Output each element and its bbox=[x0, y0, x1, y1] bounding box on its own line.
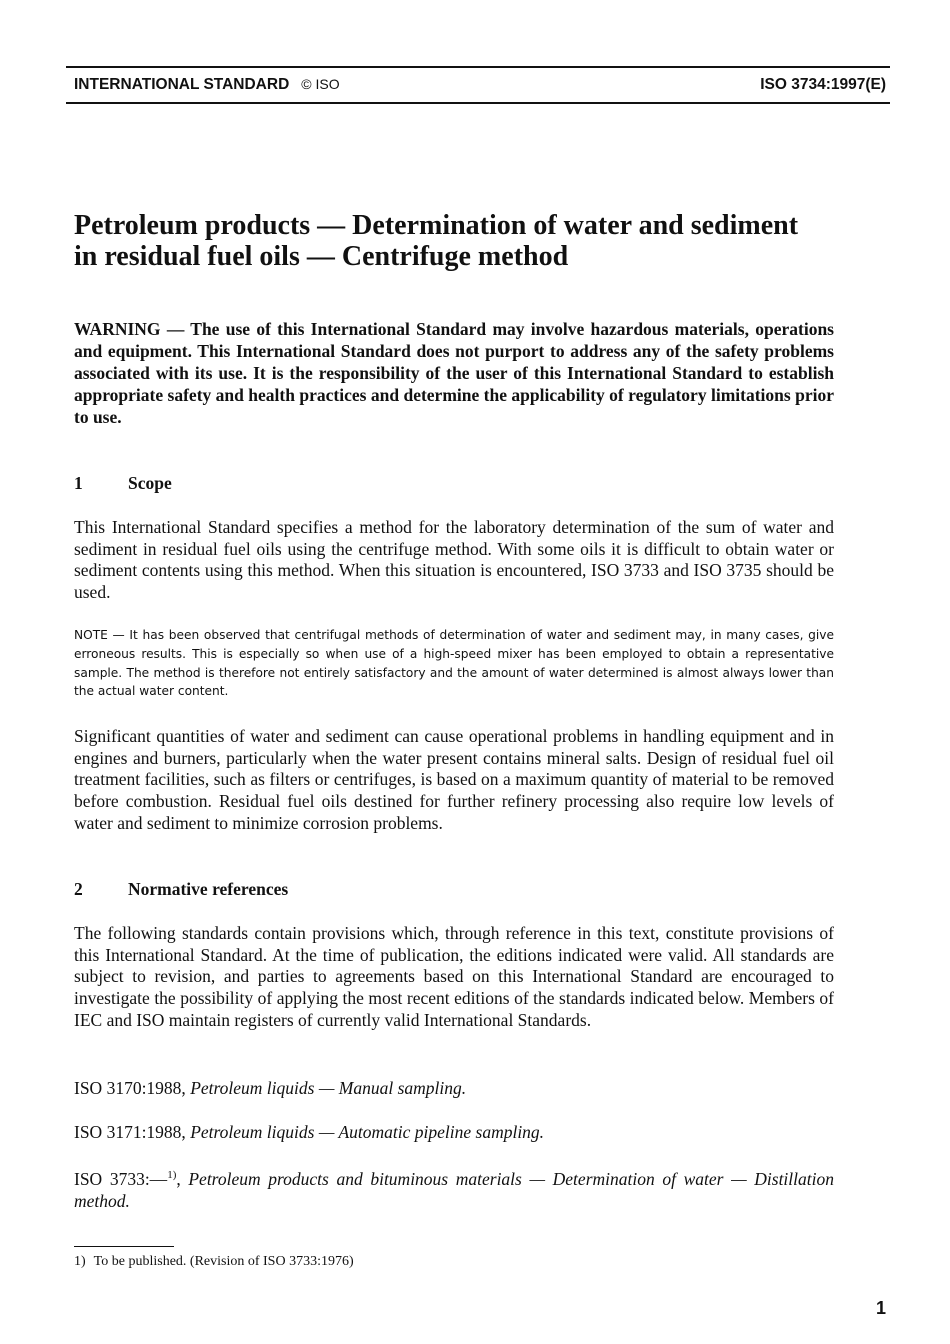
reference-code: ISO 3171:1988, bbox=[74, 1122, 191, 1142]
header-left bbox=[74, 76, 340, 94]
footnote-rule bbox=[74, 1246, 174, 1247]
header-bottom-rule bbox=[66, 102, 890, 104]
page-header bbox=[74, 76, 886, 96]
reference-code: ISO 3170:1988, bbox=[74, 1078, 191, 1098]
document-title bbox=[74, 210, 874, 272]
reference-title: Petroleum liquids — Manual sampling. bbox=[190, 1078, 467, 1098]
footnote-marker[interactable]: 1) bbox=[167, 1169, 177, 1181]
reference-iso-3171 bbox=[74, 1121, 834, 1143]
document-id: ISO 3734:1997(E) bbox=[760, 76, 886, 93]
reference-code: ISO 3733:— bbox=[74, 1169, 168, 1189]
title-line-2: in residual fuel oils — Centrifuge method bbox=[74, 241, 569, 272]
references-intro-paragraph: The following standards contain provisions which, through reference in this text, constitute provisions of this International Standard. At the time of publication, the editions indicated were valid. All standards are subject to revision, and parties to agreements based on this International Standard are encouraged to investigate the possibility of applying the most recent editions of the standards indicated below. Members of IEC and ISO maintain registers of currently valid International Standards. bbox=[74, 923, 834, 1030]
warning-paragraph: WARNING — The use of this International Standard may involve hazardous materials, operations and equipment. This International Standard does not purport to address any of the safety problems associated with its use. It is the responsibility of the user of this International Standard to establish appropriate safety and health practices and determine the applicability of regulatory limitations prior to use. bbox=[74, 319, 834, 427]
scope-paragraph-2: Significant quantities of water and sediment can cause operational problems in handling equipment and in engines and burners, particularly when the water present contains mineral salts. Design of residual fuel oil treatment facilities, such as filters or centrifuges, is based on a maximum quantity of material to be removed before combustion. Residual fuel oils destined for further refinery processing also require low levels of water and sediment to minimize corrosion problems. bbox=[74, 726, 834, 833]
reference-title: Petroleum liquids — Automatic pipeline sampling. bbox=[190, 1122, 545, 1142]
scope-note: NOTE — It has been observed that centrifugal methods of determination of water and sediment may, in many cases, give erroneous results. This is especially so when use of a high-speed mixer has been employed to obtain a representative sample. The method is therefore not entirely satisfactory and the amount of water determined is almost always lower than the actual water content. bbox=[74, 628, 834, 699]
reference-separator: , bbox=[176, 1169, 189, 1189]
section-1-title: Scope bbox=[128, 473, 172, 493]
reference-iso-3170 bbox=[74, 1077, 834, 1099]
page-number: 1 bbox=[875, 1298, 886, 1318]
standard-label: INTERNATIONAL STANDARD bbox=[74, 76, 290, 93]
reference-title: Petroleum products and bituminous materials — Determination of water — Distillation method. bbox=[74, 1169, 834, 1211]
section-2-number: 2 bbox=[74, 879, 83, 899]
title-line-1: Petroleum products — Determination of water and sediment bbox=[74, 210, 799, 241]
copyright-mark: © ISO bbox=[301, 76, 340, 92]
footnote-number: 1) bbox=[74, 1254, 86, 1269]
section-1-number: 1 bbox=[74, 473, 83, 493]
footnote-text: To be published. (Revision of ISO 3733:1976) bbox=[93, 1254, 354, 1269]
reference-iso-3733 bbox=[74, 1164, 834, 1212]
footnote bbox=[74, 1254, 354, 1270]
section-2-heading bbox=[74, 879, 288, 900]
scope-paragraph-1: This International Standard specifies a method for the laboratory determination of the sum of water and sediment in residual fuel oils using the centrifuge method. With some oils it is difficult to obtain water or sediment contents using this method. When this situation is encountered, ISO 3733 and ISO 3735 should be used. bbox=[74, 517, 834, 603]
section-1-heading bbox=[74, 473, 172, 494]
header-top-rule bbox=[66, 66, 890, 68]
section-2-title: Normative references bbox=[128, 879, 289, 899]
